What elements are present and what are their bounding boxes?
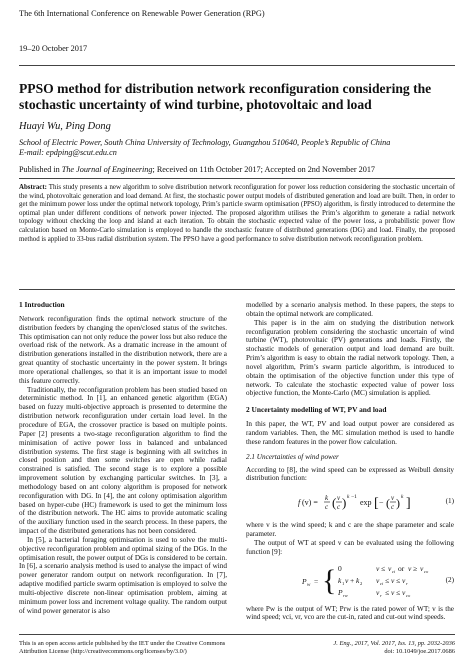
svg-text:r: r [380,592,382,598]
footer-license: This is an open access article published by the IET under the Creative Commons Attribution License (http://creativecommons.org/licenses/by/3.0/) [19,640,226,655]
after-equation-1: where v is the wind speed; k and c are the shape parameter and scale parameter. [246,521,454,539]
svg-text:(: ( [386,496,390,511]
equation-2 [246,561,454,601]
abstract-top-rule [19,178,455,179]
svg-text:k: k [338,575,342,585]
svg-text:+: + [350,575,355,585]
after-equation-2: where Pw is the output of WT; Prw is the rated power of WT; v is the wind speed; vci, vr, vco are the cut-in, rated and cut-out wind speeds. [246,604,454,622]
svg-text:[: [ [374,496,379,512]
svg-text:v: v [376,587,380,597]
abstract-text: This study presents a new algorithm to solve distribution network reconfiguration for power loss reduction considering the stochastic uncertain of the wind, photovoltaic generation and load demand. At first, the stochastic power output models of distributed generation and load are built. Then, in order to get the minimum power loss under the optimal network topology, Prim’s particle swarm optimisation (PPSO) algorithm, is firstly introduced to determine the optimal plan under different conditions of network power injected. The proposed algorithm utilises the Prim’s algorithm to generate a radial network topology without checking the loop and island at each iteration. To obtain the stochastic expected value of the power loss, a probabilistic power flow calculation based on Monte-Carlo simulation is employed to handle the stochastic feature of distributed generations (DG) and load. Finally, the proposed method is applied to 33-bus radial distribution system. The PPSO have a good performance to solve distribution network reconfiguration problem. [19,184,455,243]
section2-paragraph: In this paper, the WT, PV and load output power are considered as random variables. Then, the MC simulation method is used to handle these random features in the power flow calculation. [246,420,454,446]
svg-text:r: r [406,580,408,586]
svg-text:c: c [337,503,341,512]
svg-text:(: ( [332,495,337,511]
left-column [19,301,227,616]
svg-text:2: 2 [360,580,363,586]
svg-text:v: v [391,587,395,597]
svg-text:(v) =: (v) = [302,498,318,508]
paper-title: PPSO method for distribution network reconfiguration considering the stochastic uncertainty of wind turbine, photovoltaic and load [19,81,432,112]
svg-text:k: k [347,494,350,501]
equation-1 [246,487,454,517]
svg-text:≤: ≤ [396,587,401,597]
equation-2-number: (2) [445,575,454,584]
journal-reference: J. Eng., 2017, Vol. 2017, Iss. 13, pp. 2032-2036 [333,640,455,647]
intro-paragraph-2: Traditionally, the reconfiguration problem has been studied based on deterministic method. In [1], an enhanced genetic algorithm (EGA) based on fuzzy multi-objective approach is presented to determine the distribution network reconfiguration under certain load level. In the procedure of EGA, the crossover practice is based on multiple points. Paper [2] presents a two-stage reconfiguration algorithm to find the minimisation of active power loss in balanced and unbalanced distribution systems. The first stage is beginning with all switches in closed position and then some switches are open while radial constrained is satisfied. The second stage is to explore a possible improvement solution by exchanging particular switches. In [3], a methodology based on ant colony algorithm is proposed for network reconfiguration with DG. In [4], the ant colony optimisation algorithm based on hyper-cube (HC) framework is used to get the minimum loss of the distribution network. The HC aims to provide automatic scaling of the auxiliary function used in the search process. In these papers, the impact of the distributed generations has not been considered. [19,385,227,536]
svg-text:−: − [379,498,384,508]
publication-suffix: ; Received on 11th October 2017; Accepted on 2nd November 2017 [152,165,376,174]
svg-text:ci: ci [380,580,384,586]
svg-text:0: 0 [338,563,342,573]
svg-text:≤: ≤ [396,575,401,585]
affiliation-block [19,138,459,158]
before-equation-2: The output of WT at speed v can be evaluated using the following function [9]: [246,538,454,556]
svg-text:v: v [388,563,392,573]
journal-name: The Journal of Engineering [61,165,153,174]
svg-text:{: { [322,563,337,597]
svg-text:≤: ≤ [381,563,386,573]
svg-text:]: ] [406,496,411,512]
section-heading-uncertainty: 2 Uncertainty modelling of WT, PV and load [246,405,387,415]
svg-text:c: c [325,503,329,512]
svg-text:f: f [298,498,301,508]
svg-text:co: co [424,568,429,574]
svg-text:≤: ≤ [385,575,390,585]
svg-text:w: w [307,582,311,588]
paper-authors: Huayi Wu, Ping Dong [19,121,111,132]
abstract-label: Abstract: [19,184,47,191]
doi: doi: 10.1049/joe.2017.0686 [384,648,455,655]
svg-text:rw: rw [343,592,348,598]
intro-paragraph-3: In [5], a bacterial foraging optimisation is used to solve the multi-objective reconfiguration problem and optimal sizing of the DGs. In the optimisation result, the power output of DGs is considered to be certain. In [6], a scenario analysis method is used to analyse the impact of wind power generator random output on network reconfiguration. In [7], adaptive modified particle swarm optimisation is employed to solve the multi-objective discrete non-linear optimisation problem, aiming at minimum power loss and increment voltage quality. The random output of wind power generator is also [19,535,227,615]
svg-text:v: v [337,494,341,503]
svg-text:): ) [396,496,400,511]
svg-text:P: P [302,576,307,586]
abstract-bottom-rule [19,289,455,290]
svg-text:v: v [402,587,406,597]
footer-rule [19,634,455,635]
svg-text:1: 1 [342,580,345,586]
svg-text:=: = [314,576,319,586]
intro-paragraph-1: Network reconfiguration finds the optimal network structure of the distribution feeders by changing the open/closed status of the switches. This optimisation can not only reduce the power loss but also reduce the overload risk of the network. As a dramatic increase in the amount of distribution generations installed in the distribution network, there are a great quantity of stochastic uncertainty in the power system. It brings more operational challenges, so that it is an important issue to model this feature correctly. [19,314,227,385]
svg-text:−1: −1 [351,494,357,501]
svg-text:v: v [391,494,395,503]
publication-prefix: Published in [19,165,62,174]
wind-paragraph: According to [8], the wind speed can be expressed as Weibull density distribution function: [246,465,454,483]
wind-output-equation-graphic [246,561,454,601]
svg-text:v: v [345,575,349,585]
header-rule [19,65,455,66]
svg-text:≤: ≤ [385,587,390,597]
svg-text:v: v [420,563,424,573]
svg-text:or: or [398,563,405,573]
svg-text:≥: ≥ [413,563,418,573]
svg-text:exp: exp [360,498,372,508]
subsection-heading-wind: 2.1 Uncertainties of wind power [246,452,339,461]
abstract [19,184,455,244]
publication-note [19,165,459,175]
svg-text:k: k [401,494,404,501]
svg-text:P: P [338,587,343,597]
right-column [246,301,454,622]
equation-1-number: (1) [445,497,454,506]
svg-text:v: v [402,575,406,585]
email: E-mail: epdping@scut.edu.cn [19,148,117,157]
svg-text:v: v [391,575,395,585]
section-heading-introduction: 1 Introduction [19,300,65,309]
svg-text:c: c [391,503,395,512]
right-paragraph-1: modelled by a scenario analysis method. In these papers, the steps to obtain the optimal network are complicated. [246,301,454,318]
right-paragraph-2: This paper is in the aim on studying the distribution network reconfiguration problem considering the stochastic uncertain of wind turbine (WT), photovoltaic (PV) generations and loads. Firstly, the stochastic models of generation output and load demand are built. Prim’s algorithm is easy to obtain the radial network topology. Then, a novel algorithm, Prim’s swarm particle algorithm, is introduced to obtain the optimisation of the objective function under this type of network. To calculate the stochastic expected value of power loss objective function, the Monte-Carlo (MC) simulation is applied. [246,318,454,398]
svg-text:k: k [356,575,360,585]
svg-text:co: co [406,592,411,598]
svg-text:): ) [342,495,347,511]
svg-text:v: v [408,563,412,573]
weibull-equation-graphic [246,487,454,517]
svg-text:v: v [376,575,380,585]
conference-dates: 19–20 October 2017 [19,44,88,53]
affiliation: School of Electric Power, South China University of Technology, Guangzhou 510640, People’s Republic of China [19,138,391,147]
conference-name: The 6th International Conference on Renewable Power Generation (RPG) [19,9,265,18]
footer-citation [255,640,455,656]
svg-text:v: v [376,563,380,573]
svg-text:k: k [325,494,329,503]
svg-text:ci: ci [392,568,396,574]
